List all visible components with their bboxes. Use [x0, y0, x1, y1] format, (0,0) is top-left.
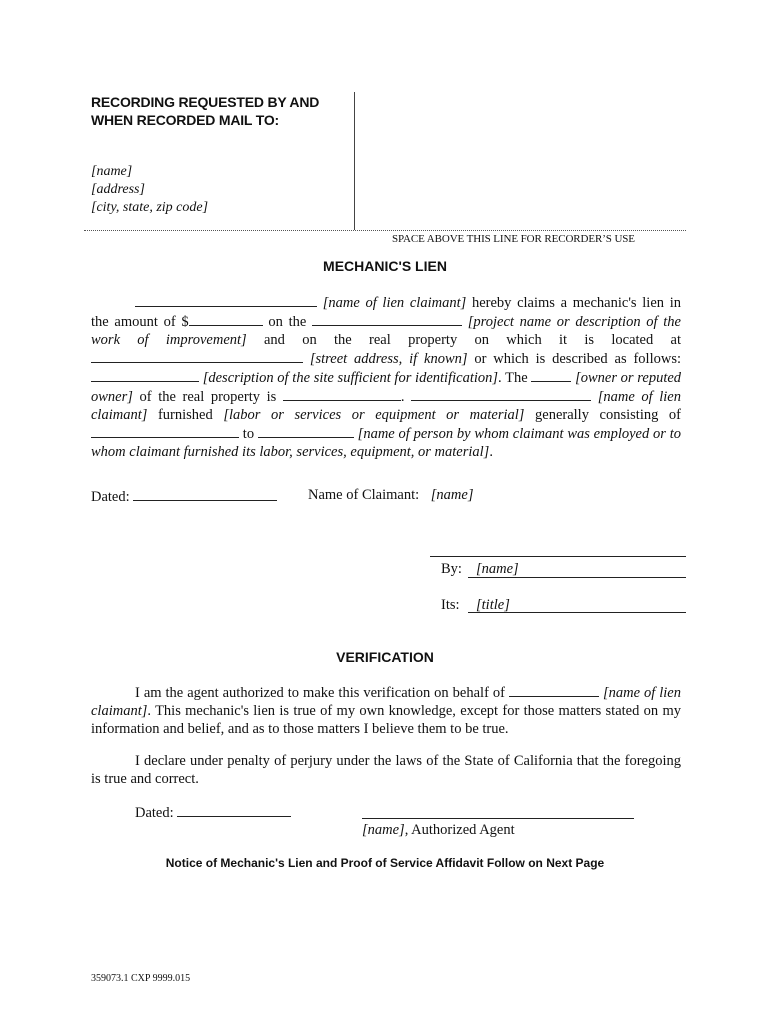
its-label: Its: [441, 597, 460, 613]
claimant-value: [name] [430, 487, 474, 503]
declaration-paragraph: I declare under penalty of perjury under the laws of the State of California that the foregoing is true and correct. [91, 753, 681, 787]
claimant-name-blank[interactable] [411, 387, 591, 401]
by-value [476, 561, 519, 578]
recorder-divider-vertical [354, 92, 355, 230]
dated-blank[interactable] [133, 487, 277, 501]
lien-text-7: or which is described as follows: [467, 351, 682, 367]
next-page-notice: Notice of Mechanic's Lien and Proof of Service Affidavit Follow on Next Page [165, 856, 605, 870]
lien-text-19: . [489, 444, 493, 460]
recording-header-line2: WHEN RECORDED MAIL TO: [91, 112, 279, 128]
verification-text-1: I am the agent authorized to make this verification on behalf of [135, 685, 509, 701]
amount-blank[interactable] [189, 312, 263, 326]
recorder-note: SPACE ABOVE THIS LINE FOR RECORDER’S USE [392, 233, 635, 245]
dated-row [91, 487, 277, 506]
mail-to-address [91, 163, 208, 217]
lien-text-17: to [239, 426, 258, 442]
lien-paragraph [91, 293, 681, 461]
verification-dated-blank[interactable] [177, 803, 291, 817]
street-address-placeholder: [street address, if known] [309, 351, 468, 367]
by-line[interactable] [468, 577, 686, 578]
agent-signature-line[interactable] [362, 818, 634, 819]
lien-text-2: hereby claims a mechanic's lien in the amount of $ [91, 295, 681, 330]
project-blank[interactable] [312, 312, 462, 326]
agent-name: [name] [362, 822, 405, 838]
verification-claimant-placeholder: [name of lien claimant] [91, 685, 681, 719]
by-name: [name] [476, 561, 519, 577]
claimant-blank[interactable] [135, 293, 317, 307]
lien-text-11: of the real property is [132, 389, 283, 405]
verification-text-3: . This mechanic's lien is true of my own knowledge, except for those matters stated on my information and belief, and as to those matters I believe them to be true. [91, 703, 681, 737]
owner-placeholder: [owner or reputed owner] [91, 370, 682, 405]
owner-name-blank[interactable] [283, 387, 401, 401]
lien-text-14: furnished [147, 407, 224, 423]
agent-caption [362, 822, 515, 839]
verification-claimant-blank[interactable] [509, 683, 599, 697]
lien-text-12: . [400, 389, 412, 405]
verification-dated-label: Dated: [135, 805, 174, 821]
owner-type-blank[interactable] [531, 368, 571, 382]
claimant-label: Name of Claimant: [308, 487, 420, 503]
lien-title: MECHANIC'S LIEN [323, 258, 447, 274]
description-blank[interactable] [91, 368, 199, 382]
document-id-footer: 359073.1 CXP 9999.015 [91, 973, 191, 984]
lien-text-16: generally consisting of [524, 407, 682, 423]
verification-dated-row [135, 803, 291, 822]
signature-line[interactable] [430, 556, 686, 557]
recorder-divider-horizontal [84, 230, 686, 231]
recording-header [91, 93, 319, 129]
location-blank[interactable] [91, 349, 303, 363]
lien-text-5: and on the real property on which it is located at [246, 332, 681, 348]
employer-placeholder: [name of person by whom claimant was employed or to whom claimant furnished its labor, services, equipment, or material] [91, 426, 681, 460]
lien-claimant-placeholder-2: [name of lien claimant] [91, 389, 681, 423]
employer-blank[interactable] [258, 424, 354, 438]
lien-text-3: on the [262, 314, 313, 330]
agent-suffix: , Authorized Agent [404, 822, 515, 838]
labor-placeholder: [labor or services or equipment or material] [223, 407, 525, 423]
its-title: [title] [476, 597, 510, 613]
mail-to-name: [name] [91, 164, 133, 179]
dated-label: Dated: [91, 489, 130, 505]
mail-to-street: [address] [91, 182, 145, 197]
site-description-placeholder: [description of the site sufficient for identification] [202, 370, 499, 386]
recording-header-line1: RECORDING REQUESTED BY AND [91, 94, 320, 110]
claimant-row [308, 487, 473, 504]
verification-paragraph [91, 683, 681, 738]
lien-text-9: . The [498, 370, 532, 386]
its-line[interactable] [468, 612, 686, 613]
lien-claimant-placeholder: [name of lien claimant] [322, 295, 467, 311]
consisting-blank[interactable] [91, 424, 239, 438]
project-placeholder: [project name or description of the work of improvement] [91, 314, 681, 348]
verification-title: VERIFICATION [336, 649, 434, 665]
by-label: By: [441, 561, 462, 577]
mail-to-city: [city, state, zip code] [91, 200, 209, 215]
